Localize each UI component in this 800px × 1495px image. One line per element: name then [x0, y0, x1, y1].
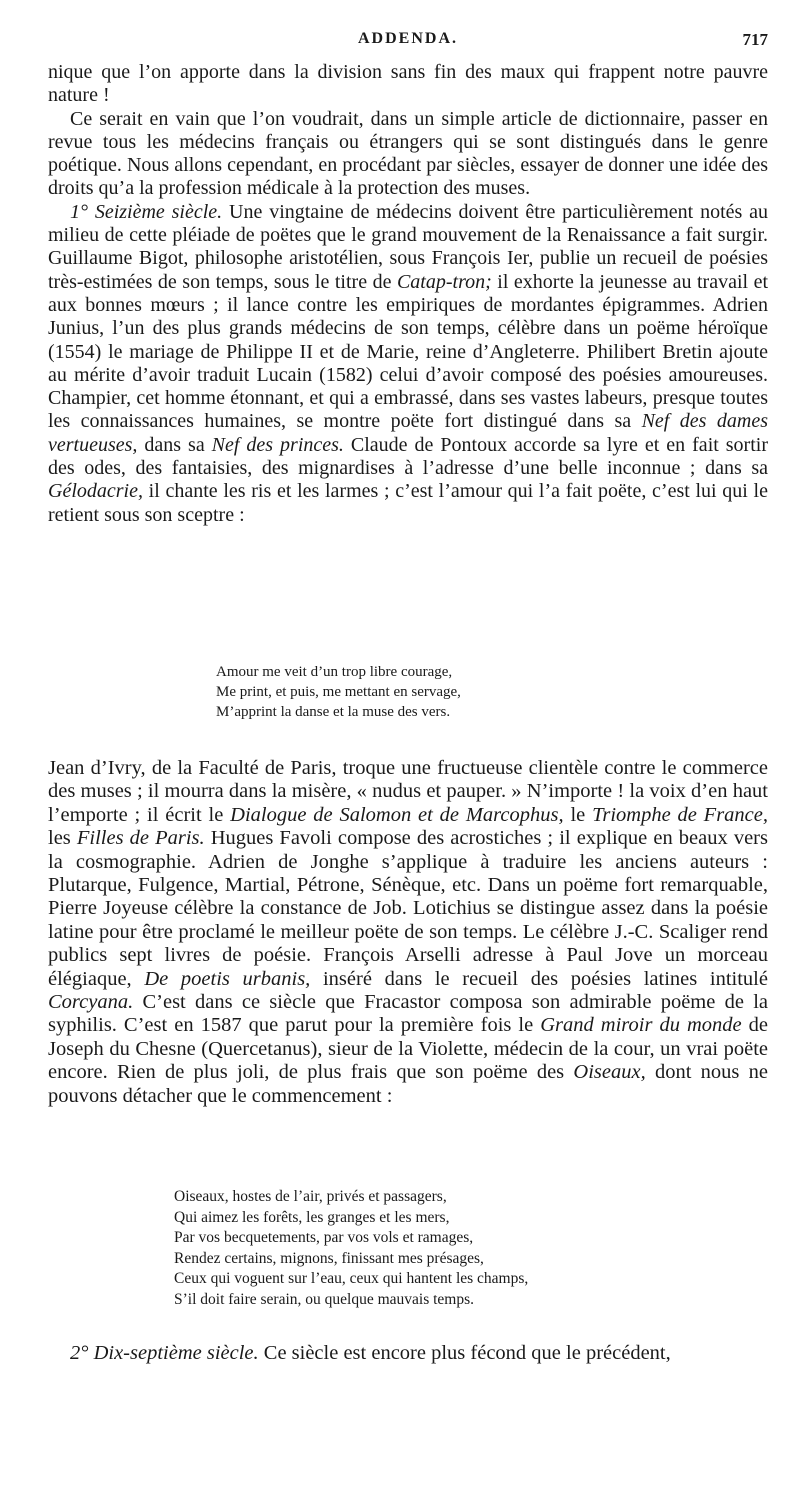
work-title: Dialogue de Salomon et de Marcophus, [230, 803, 564, 826]
work-title: Triomphe de France, [592, 803, 769, 826]
work-title: Nef des princes. [211, 433, 344, 456]
paragraph-text: dont nous ne pouvons détacher que le commencement : [48, 1061, 768, 1107]
paragraph-text: Hugues Favoli compose des acrostiches ; il explique en beaux vers la cosmographie. Adrien de Jonghe s’applique à traduire les anciens auteurs : Plutarque, Fulgence, Martial, Pétrone, Sénèque, etc. Dans un poëme fort remarquable, Pierre Joyeuse célèbre la constance de Job. Lotichius se distingue assez dans la poésie latine pour être proclamé le meilleur poëte de son temps. Le célèbre J.-C. Scaliger rend publics sept livres de poésie. François Arselli adresse à Paul Jove un morceau élégiaque, [48, 827, 768, 990]
paragraph-text: il exhorte la jeunesse au travail et aux bonnes mœurs ; il lance contre les empiriques de mordantes épigrammes. Adrien Junius, l’un des plus grands médecins de son temps, célèbre dans un poëme héroïque (1554) le mariage de Philippe II et de Marie, reine d’Angleterre. Philibert Bretin ajoute au mérite d’avoir traduit Lucain (1582) celui d’avoir composé des poésies amoureuses. Champier, cet homme étonnant, et qui a embrassé, dans ses vastes labeurs, presque toutes les connaissances humaines, se montre poëte fort distingué dans sa [48, 270, 768, 433]
verse-quote-pontoux [216, 662, 461, 722]
verse-line: M’apprint la danse et la muse des vers. [216, 704, 451, 720]
work-title: Gélodacrie, [48, 480, 143, 503]
paragraph-continuation: nique que l’on apporte dans la division sans fin des maux qui frappent notre pauvre nature ! [48, 61, 768, 107]
paragraph-text: les [48, 827, 77, 850]
verse-line: Oiseaux, hostes de l’air, privés et passagers, [174, 1188, 447, 1205]
paragraph-text: de Joseph du Chesne (Quercetanus), sieur de la Violette, médecin de la cour, un vrai poëte encore. Rien de plus joli, de plus frais que son poëme des [48, 1014, 768, 1084]
work-title: De poetis urbanis, [144, 967, 311, 990]
running-title: ADDENDA. [358, 30, 458, 47]
paragraph-text: Ce siècle est encore plus fécond que le précédent, [258, 1342, 671, 1364]
verse-line: Amour me veit d’un trop libre courage, [216, 664, 453, 680]
running-header [48, 30, 768, 54]
verse-line: Ceux qui voguent sur l’eau, ceux qui hantent les champs, [174, 1270, 529, 1287]
verse-line: S’il doit faire serain, ou quelque mauvais temps. [174, 1290, 475, 1308]
paragraph-text: le [563, 803, 593, 826]
paragraph-text: C’est dans ce siècle que Fracastor composa son admirable poëme de la syphilis. C’est en 1587 que parut pour la première fois le [48, 991, 768, 1037]
paragraph-intro: Ce serait en vain que l’on voudrait, dans un simple article de dictionnaire, passer en revue tous les médecins français ou étrangers qui se sont distingués dans le genre poétique. Nous allons cependant, en procédant par siècles, essayer de donner une idée des droits qu’a la profession médicale à la protection des muses. [48, 107, 768, 200]
section-label-dix-septieme: 2° Dix-septième siècle. [70, 1342, 259, 1364]
verse-line: Qui aimez les forêts, les granges et les mers, [174, 1208, 450, 1226]
verse-line: Rendez certains, mignons, finissant mes présages, [174, 1249, 484, 1267]
verse-line: Par vos becquetements, par vos vols et ramages, [174, 1229, 474, 1246]
paragraph-seizieme-siecle [48, 201, 768, 527]
paragraph-dix-septieme-siecle [48, 1342, 768, 1365]
text-block-bottom [48, 1342, 768, 1365]
paragraph-text: Une vingtaine de médecins doivent être particulièrement notés au milieu de cette pléiade de poëtes que le grand mouvement de la Renaissance a fait surgir. Guillaume Bigot, philosophe aristotélien, sous François Ier, publie un recueil de poésies très-estimées de son temps, sous le titre de [48, 200, 769, 293]
section-label-seizieme: 1° Seizième siècle. [70, 200, 223, 223]
page-number: 717 [742, 30, 768, 49]
work-title: Nef des dames vertueuses, [48, 410, 768, 456]
work-title: Filles de Paris. [76, 827, 205, 850]
paragraph-jean-divry [48, 757, 768, 1108]
paragraph-text: Jean d’Ivry, de la Faculté de Paris, troque une fructueuse clientèle contre le commerce des muses ; il mourra dans la misère, « nudus et pauper. » N’importe ! la voix d’en haut l’emporte ; il écrit le [48, 757, 768, 826]
text-block-middle [48, 757, 768, 1108]
work-title: Corcyana. [48, 991, 134, 1014]
work-title: Catap-tron; [396, 270, 492, 293]
verse-quote-oiseaux [174, 1187, 528, 1310]
paragraph-text: inséré dans le recueil des poésies latines intitulé [310, 967, 768, 990]
work-title: Grand miroir du monde [540, 1014, 742, 1037]
paragraph-text: il chante les ris et les larmes ; c’est l’amour qui l’a fait poëte, c’est lui qui le retient sous son sceptre : [48, 480, 768, 526]
verse-line: Me print, et puis, me mettant en servage, [216, 684, 461, 700]
text-block-top [48, 61, 768, 527]
work-title: Oiseaux, [573, 1061, 646, 1084]
paragraph-text: Claude de Pontoux accorde sa lyre et en fait sortir des odes, des fantaisies, des mignardises à l’adresse d’une belle inconnue ; dans sa [48, 433, 768, 480]
paragraph-text: dans sa [137, 433, 212, 456]
